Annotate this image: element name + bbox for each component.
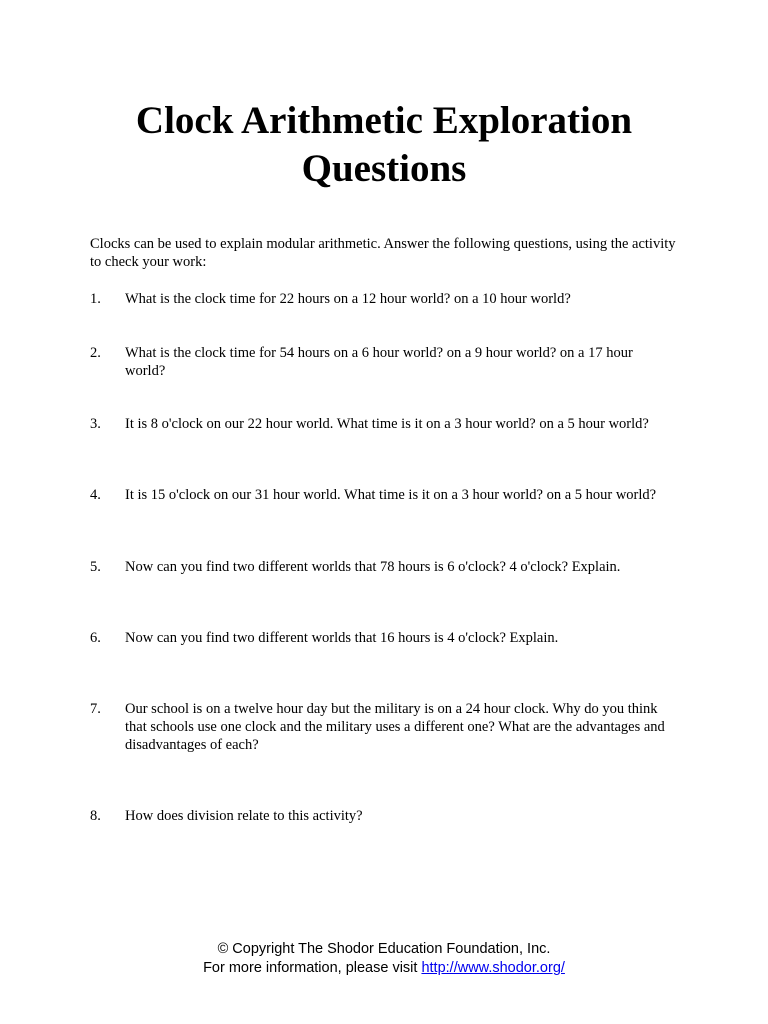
question-number: 7. — [90, 701, 101, 717]
title-line-1: Clock Arithmetic Exploration — [135, 99, 633, 142]
question-text: What is the clock time for 54 hours on a 6 hour world? on a 9 hour world? on a 17 hour world? — [125, 345, 633, 379]
question-number: 5. — [90, 559, 101, 575]
question-text: Our school is on a twelve hour day but the military is on a 24 hour clock. Why do you think that schools use one clock and the military uses a different one? What are the advantages and disadvantages of each? — [125, 701, 665, 753]
question-8 — [90, 807, 690, 825]
question-text: Now can you find two different worlds that 78 hours is 6 o'clock? 4 o'clock? Explain. — [125, 559, 621, 575]
title-line-2: Questions — [301, 147, 467, 190]
shodor-link[interactable]: http://www.shodor.org/ — [421, 960, 565, 976]
question-number: 1. — [90, 291, 101, 307]
copyright-text: © Copyright The Shodor Education Foundation, Inc. — [217, 941, 551, 957]
question-number: 2. — [90, 345, 101, 361]
question-text: What is the clock time for 22 hours on a 12 hour world? on a 10 hour world? — [125, 291, 571, 307]
question-number: 4. — [90, 487, 101, 503]
footer — [0, 940, 768, 978]
question-7 — [90, 700, 665, 754]
question-text: How does division relate to this activity? — [125, 808, 363, 824]
question-text: Now can you find two different worlds that 16 hours is 4 o'clock? Explain. — [125, 630, 559, 646]
question-number: 8. — [90, 808, 101, 824]
question-number: 6. — [90, 630, 101, 646]
intro-paragraph: Clocks can be used to explain modular arithmetic. Answer the following questions, using the activity to check your work: — [90, 236, 676, 270]
more-info-line — [0, 959, 768, 978]
page-title — [0, 97, 768, 193]
question-5 — [90, 558, 690, 576]
question-2 — [90, 344, 670, 380]
more-info-text: For more information, please visit — [203, 960, 422, 976]
question-3 — [90, 415, 690, 433]
question-6 — [90, 629, 690, 647]
question-text: It is 15 o'clock on our 31 hour world. What time is it on a 3 hour world? on a 5 hour world? — [125, 487, 657, 503]
question-number: 3. — [90, 416, 101, 432]
question-text: It is 8 o'clock on our 22 hour world. What time is it on a 3 hour world? on a 5 hour world? — [125, 416, 649, 432]
question-4 — [90, 486, 710, 504]
question-1 — [90, 290, 690, 308]
